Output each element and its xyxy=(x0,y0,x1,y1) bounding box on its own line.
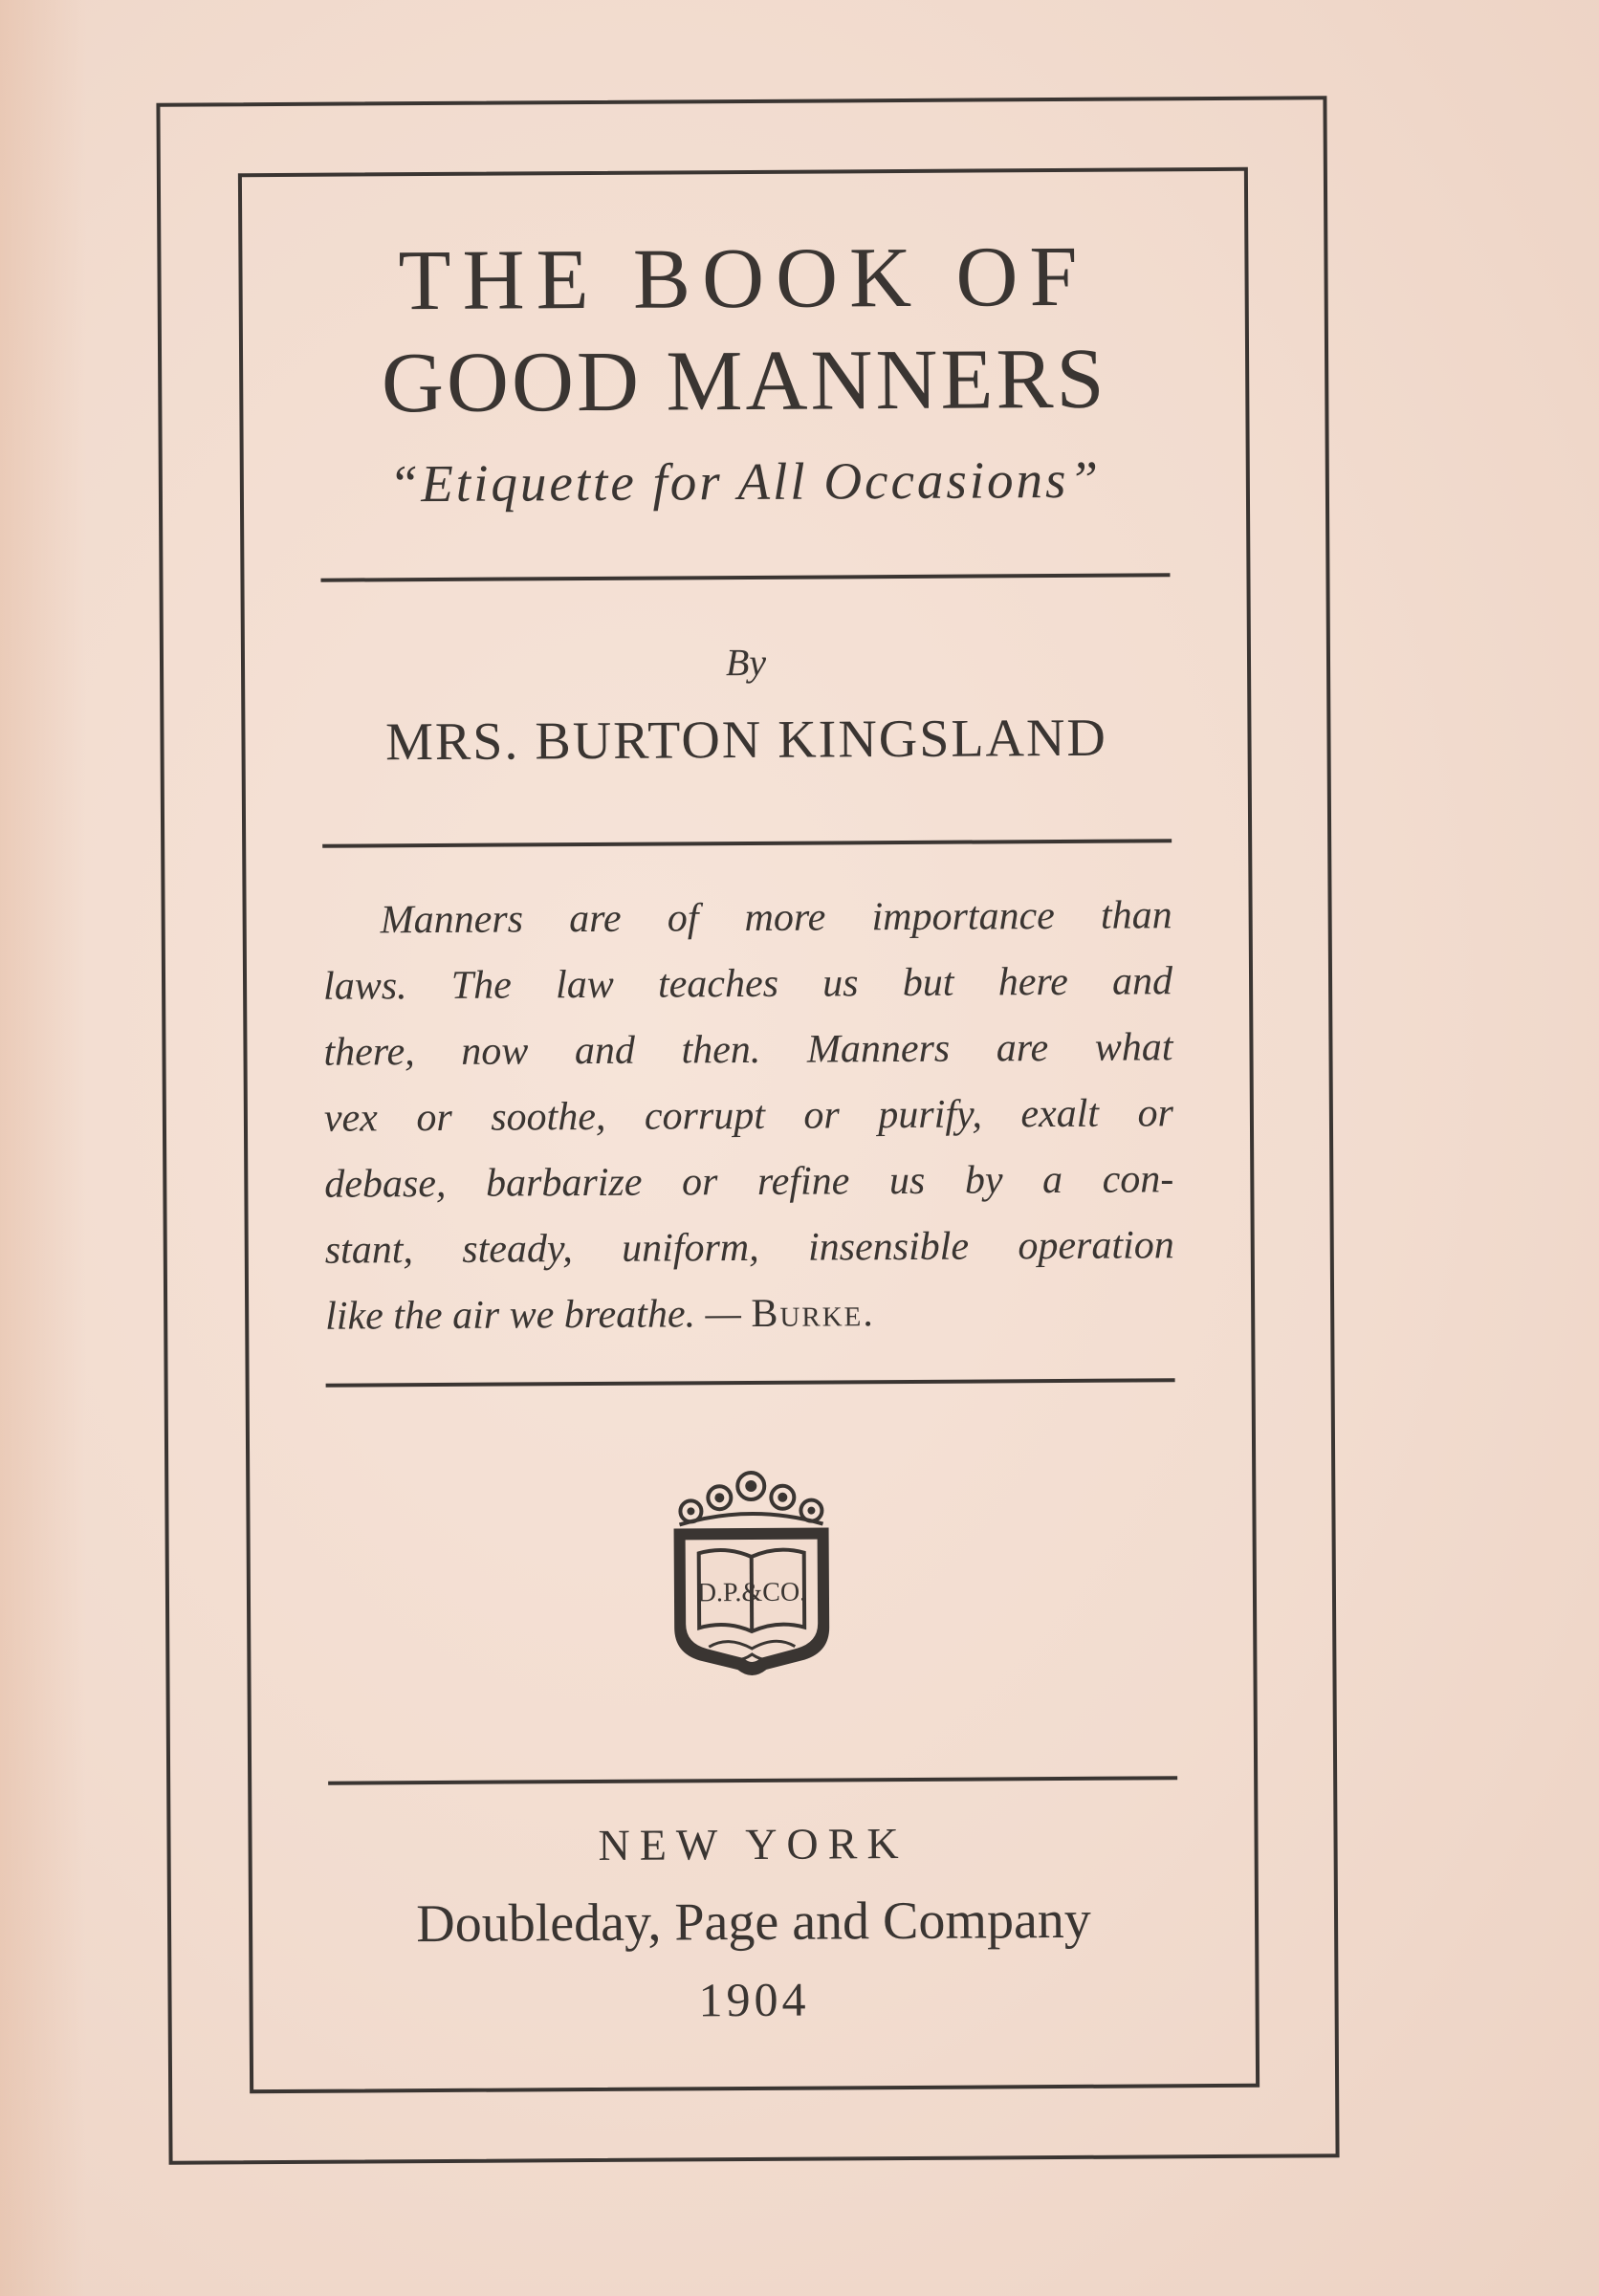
quote-line: vex or soothe, corrupt or purify, exalt or xyxy=(323,1091,1174,1141)
imprint-publisher: Doubleday, Page and Company xyxy=(416,1890,1092,1955)
book-title-line-1: THE BOOK OF xyxy=(398,229,1089,329)
publisher-device-icon xyxy=(660,1464,843,1685)
title-page-content xyxy=(318,171,1179,2088)
quote-last-line xyxy=(325,1279,1174,1349)
divider-rule xyxy=(320,573,1170,581)
book-title-line-2: GOOD MANNERS xyxy=(381,331,1107,431)
inner-border-frame xyxy=(238,167,1259,2093)
byline-label: By xyxy=(725,640,767,685)
divider-rule xyxy=(322,839,1172,847)
quote-attribution: Burke. xyxy=(751,1291,875,1336)
epigraph-quote xyxy=(322,883,1174,1349)
outer-border-frame xyxy=(156,96,1339,2164)
book-subtitle: “Etiquette for All Occasions” xyxy=(388,449,1102,514)
quote-line: debase, barbarize or refine us by a con- xyxy=(324,1157,1174,1207)
divider-rule xyxy=(326,1378,1175,1387)
paper-edge-shade xyxy=(0,0,86,2296)
imprint-city: NEW YORK xyxy=(598,1818,909,1870)
quote-line: laws. The law teaches us but here and xyxy=(322,959,1173,1009)
divider-rule xyxy=(328,1776,1177,1784)
quote-line: stant, steady, uniform, insensible operation xyxy=(324,1223,1174,1273)
publisher-monogram: D.P.&CO. xyxy=(696,1577,807,1608)
quote-line: Manners are of more importance than xyxy=(380,893,1172,943)
author-name: MRS. BURTON KINGSLAND xyxy=(384,708,1108,773)
quote-line: there, now and then. Manners are what xyxy=(323,1025,1173,1075)
imprint-year: 1904 xyxy=(698,1972,810,2027)
quote-line: like the air we breathe. — xyxy=(325,1292,742,1339)
